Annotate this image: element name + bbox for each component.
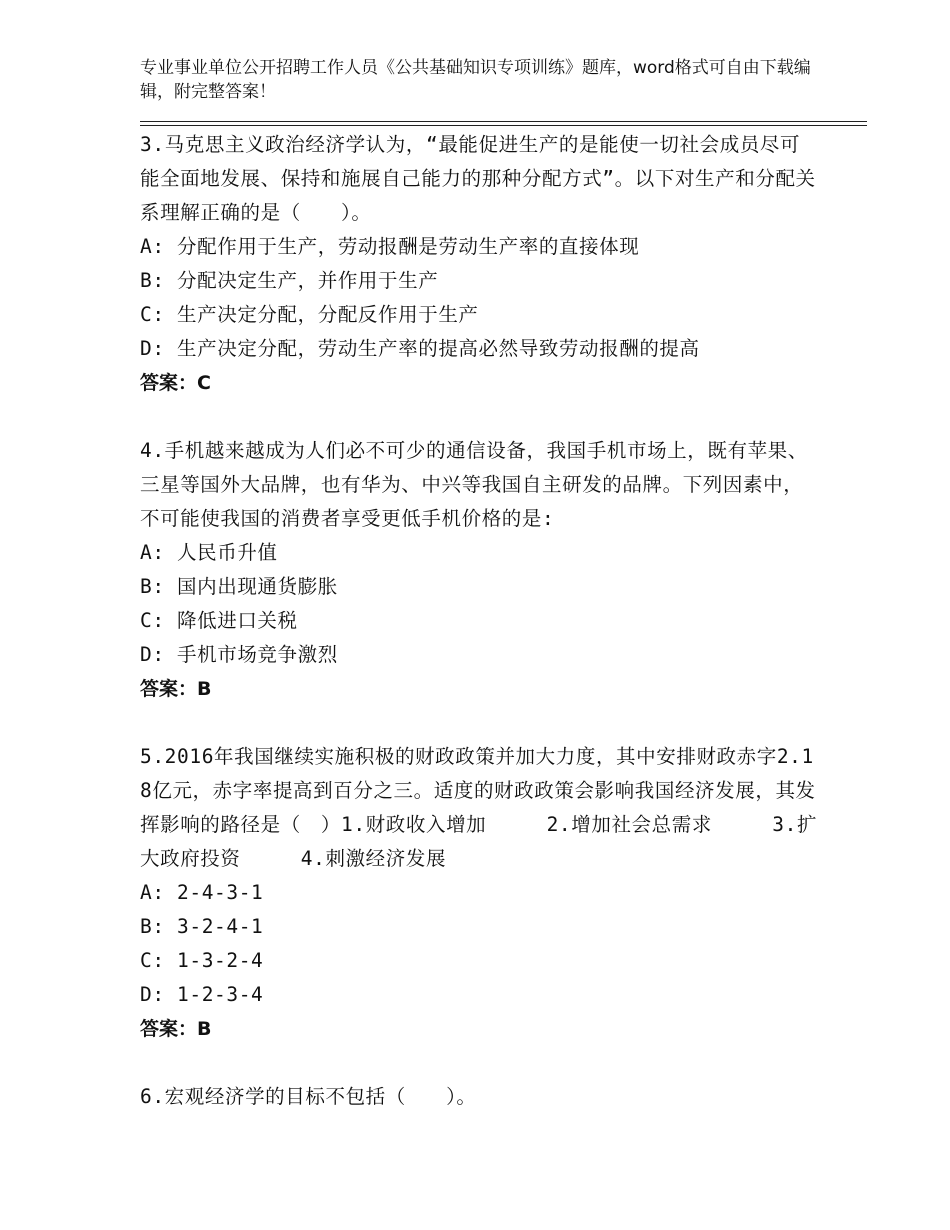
option-d: D: 手机市场竞争激烈 xyxy=(140,643,338,666)
option-a: A: 2-4-3-1 xyxy=(140,881,264,904)
option-c: C: 1-3-2-4 xyxy=(140,949,264,972)
option-d: D: 1-2-3-4 xyxy=(140,983,264,1006)
option-a: A: 分配作用于生产，劳动报酬是劳动生产率的直接体现 xyxy=(140,235,640,258)
question-text: 6.宏观经济学的目标不包括（ ）。 xyxy=(140,1085,477,1108)
document-header: 专业事业单位公开招聘工作人员《公共基础知识专项训练》题库，word格式可自由下载编辑，附完整答案！ xyxy=(140,58,811,102)
option-c: C: 生产决定分配，分配反作用于生产 xyxy=(140,303,479,326)
question-text: 3.马克思主义政治经济学认为，“最能促进生产的是能使一切社会成员尽可能全面地发展、保持和施展自己能力的那种分配方式”。以下对生产和分配关系理解正确的是（ ）。 xyxy=(140,133,816,224)
option-b: B: 3-2-4-1 xyxy=(140,915,264,938)
question-block xyxy=(140,1080,820,1114)
question-spacer xyxy=(140,400,820,434)
question-block xyxy=(140,434,820,706)
question-text: 4.手机越来越成为人们必不可少的通信设备，我国手机市场上，既有苹果、三星等国外大品牌，也有华为、中兴等我国自主研发的品牌。下列因素中，不可能使我国的消费者享受更低手机价格的是: xyxy=(140,439,808,530)
question-list xyxy=(140,128,820,1114)
question-block xyxy=(140,740,820,1046)
header-divider-top xyxy=(140,121,867,122)
question-text: 5.2016年我国继续实施积极的财政政策并加大力度，其中安排财政赤字2.18亿元，赤字率提高到百分之三。适度的财政政策会影响我国经济发展，其发挥影响的路径是（ ）1.财政收入增加 2.增加社会总需求 3.扩大政府投资 4.刺激经济发展 xyxy=(140,745,818,870)
header-divider-bottom xyxy=(140,125,867,126)
answer-label: 答案：B xyxy=(140,1018,212,1040)
question-spacer xyxy=(140,706,820,740)
answer-label: 答案：B xyxy=(140,678,212,700)
option-b: B: 国内出现通货膨胀 xyxy=(140,575,338,598)
option-b: B: 分配决定生产，并作用于生产 xyxy=(140,269,439,292)
question-block xyxy=(140,128,820,400)
question-spacer xyxy=(140,1046,820,1080)
answer-label: 答案：C xyxy=(140,372,211,394)
option-d: D: 生产决定分配，劳动生产率的提高必然导致劳动报酬的提高 xyxy=(140,337,700,360)
option-a: A: 人民币升值 xyxy=(140,541,278,564)
option-c: C: 降低进口关税 xyxy=(140,609,298,632)
